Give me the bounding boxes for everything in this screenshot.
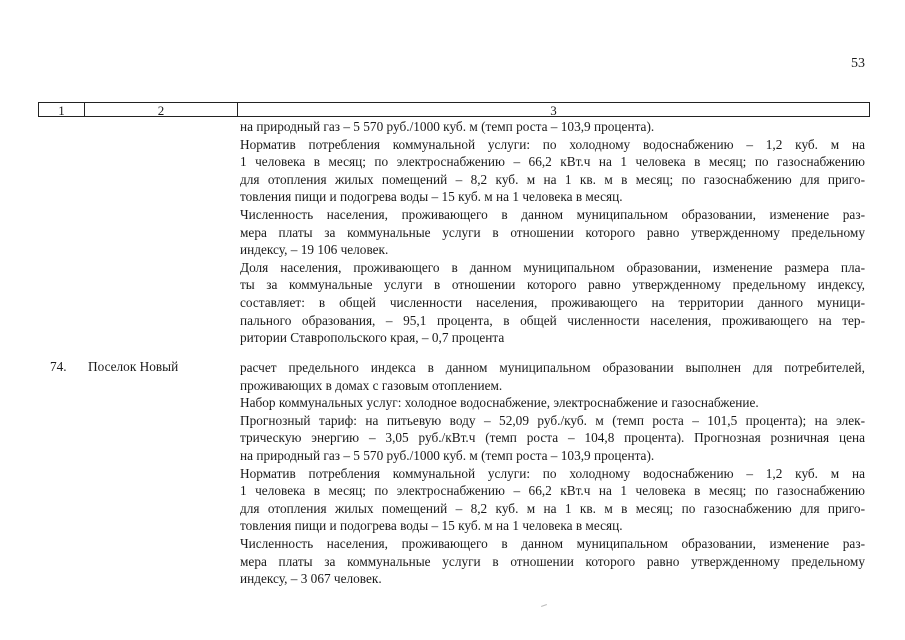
text-line: индексу, – 3 067 человек. xyxy=(240,571,382,587)
text-line: индексу, – 19 106 человек. xyxy=(240,242,389,258)
continuation-text xyxy=(240,118,865,347)
text-line: на природный газ – 5 570 руб./1000 куб. м (темп роста – 103,9 процента). xyxy=(240,119,655,134)
text-line: проживающих в домах с газовым отоплением. xyxy=(240,377,503,393)
text-line: ты за коммунальные услуги в отношении которого равно утвержденному предельному индексу, xyxy=(240,277,865,293)
text-line: составляет: в общей численности населения, проживающего на территории данного муници- xyxy=(240,294,865,310)
row74-text xyxy=(240,359,865,588)
text-line: товления пищи и подогрева воды – 15 куб. м на 1 человека в месяц. xyxy=(240,189,623,205)
text-line: мера платы за коммунальные услуги в отношении которого равно утвержденному предельному xyxy=(240,224,865,240)
text-line: ритории Ставропольского края, – 0,7 процента xyxy=(240,330,505,346)
text-line: Численность населения, проживающего в данном муниципальном образовании, изменение раз- xyxy=(240,535,865,551)
text-line: Доля населения, проживающего в данном муниципальном образовании, изменение размера пла- xyxy=(240,259,865,275)
text-line: Численность населения, проживающего в данном муниципальном образовании, изменение раз- xyxy=(240,206,865,222)
text-line: трическую энергию – 3,05 руб./кВт.ч (темп роста – 104,8 процента). Прогнозная розничная цена xyxy=(240,430,865,446)
text-line: расчет предельного индекса в данном муниципальном образовании выполнен для потребителей, xyxy=(240,360,865,375)
text-line: для отопления жилых помещений – 8,2 куб. м на 1 кв. м в месяц; по газоснабжению для приго- xyxy=(240,171,865,187)
text-line: товления пищи и подогрева воды – 15 куб. м на 1 человека в месяц. xyxy=(240,518,623,534)
text-line: на природный газ – 5 570 руб./1000 куб. м (темп роста – 103,9 процента). xyxy=(240,447,655,463)
scan-speck xyxy=(541,604,547,607)
text-line: 1 человека в месяц; по электроснабжению – 66,2 кВт.ч на 1 человека в месяц; по газоснабжению xyxy=(240,483,865,499)
text-line: Набор коммунальных услуг: холодное водоснабжение, электроснабжение и газоснабжение. xyxy=(240,395,759,411)
text-line: для отопления жилых помещений – 8,2 куб. м на 1 кв. м в месяц; по газоснабжению для приго- xyxy=(240,500,865,516)
text-line: мера платы за коммунальные услуги в отношении которого равно утвержденному предельному xyxy=(240,553,865,569)
table-header-row xyxy=(38,102,870,117)
text-line: Норматив потребления коммунальной услуги: по холодному водоснабжению – 1,2 куб. м на xyxy=(240,136,865,152)
page-number: 53 xyxy=(851,56,865,71)
text-line: пального образования, – 95,1 процента, в общей численности населения, проживающего на тер- xyxy=(240,312,865,328)
municipality-name: Поселок Новый xyxy=(88,359,179,374)
text-line: 1 человека в месяц; по электроснабжению – 66,2 кВт.ч на 1 человека в месяц; по газоснабжению xyxy=(240,154,865,170)
text-line: Норматив потребления коммунальной услуги: по холодному водоснабжению – 1,2 куб. м на xyxy=(240,465,865,481)
table-header-col1: 1 xyxy=(39,103,85,116)
text-line: Прогнозный тариф: на питьевую воду – 52,09 руб./куб. м (темп роста – 101,5 процента); на элек- xyxy=(240,412,865,428)
table-header-col3: 3 xyxy=(550,103,557,118)
row-number: 74. xyxy=(50,359,67,374)
table-header-col2: 2 xyxy=(85,103,238,116)
